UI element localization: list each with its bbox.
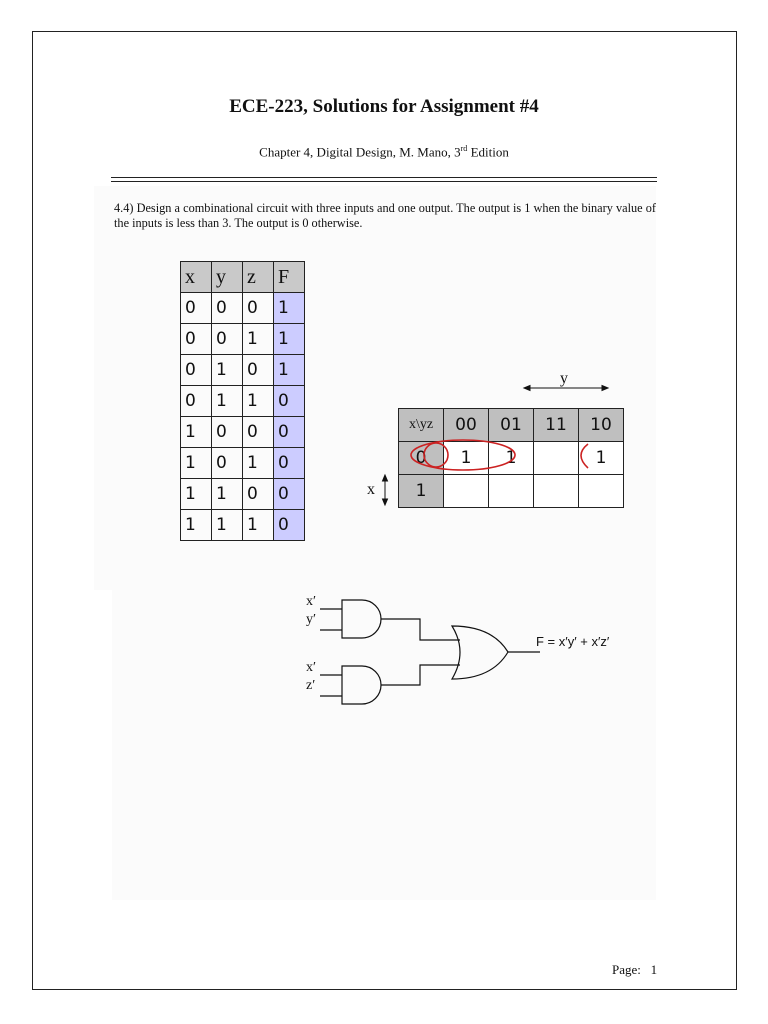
truth-table-cell: 1: [181, 448, 212, 479]
kmap-row-label: 0: [399, 442, 444, 475]
truth-table-cell: 1: [181, 417, 212, 448]
kmap-group-circle: [424, 443, 448, 467]
kmap-y-label: y: [560, 370, 568, 387]
truth-table-cell: 0: [181, 355, 212, 386]
truth-table-cell: 1: [212, 386, 243, 417]
truth-table-cell: 0: [212, 293, 243, 324]
truth-table-cell: 1: [212, 355, 243, 386]
truth-table-header: y: [212, 262, 243, 293]
truth-table-header: F: [274, 262, 305, 293]
kmap-group-circles: [411, 440, 588, 470]
truth-table-cell: 0: [243, 355, 274, 386]
or-gate: [452, 626, 508, 679]
truth-table-cell: 0: [212, 448, 243, 479]
truth-table-cell: 0: [181, 324, 212, 355]
truth-table-cell: 0: [212, 324, 243, 355]
subtitle-superscript: rd: [460, 144, 468, 153]
subtitle-edition: Edition: [467, 144, 509, 160]
truth-table-output-cell: 0: [274, 510, 305, 541]
subtitle-text: Chapter 4, Digital Design, M. Mano, 3: [259, 144, 461, 160]
and1-input-label: x′: [306, 594, 317, 609]
kmap-column-header: 00: [444, 409, 489, 442]
truth-table-output-cell: 1: [274, 324, 305, 355]
truth-table-output-cell: 0: [274, 448, 305, 479]
truth-table-header: z: [243, 262, 274, 293]
and-gate-1: [342, 600, 381, 638]
truth-table-cell: 0: [243, 293, 274, 324]
truth-table-cell: 1: [243, 324, 274, 355]
truth-table-cell: 1: [243, 386, 274, 417]
kmap-row-label: 1: [399, 475, 444, 508]
truth-table-cell: 1: [243, 510, 274, 541]
kmap-wrap-group: [581, 444, 588, 468]
truth-table-output-cell: 1: [274, 293, 305, 324]
truth-table-cell: 1: [212, 479, 243, 510]
kmap-column-header: 10: [579, 409, 624, 442]
kmap-cell: 1: [444, 442, 489, 475]
truth-table-output-cell: 0: [274, 386, 305, 417]
kmap-cell: 1: [489, 442, 534, 475]
truth-table-header: x: [181, 262, 212, 293]
page-number: [612, 962, 657, 978]
truth-table-output-cell: 1: [274, 355, 305, 386]
truth-table-cell: 0: [181, 386, 212, 417]
truth-table-cell: 1: [181, 479, 212, 510]
truth-table-cell: 1: [243, 448, 274, 479]
and2-input-label: x′: [306, 660, 317, 675]
kmap-group-ellipse: [411, 440, 515, 470]
circuit-output-expression: F = x′y′ + x′z′: [536, 634, 610, 649]
kmap-x-arrow: [383, 475, 388, 505]
kmap-y-arrow: [524, 386, 608, 391]
truth-table-cell: 0: [243, 417, 274, 448]
kmap-column-header: 11: [534, 409, 579, 442]
and2-input-label: z′: [306, 678, 316, 693]
truth-table-cell: 0: [243, 479, 274, 510]
truth-table-cell: 0: [181, 293, 212, 324]
truth-table-cell: 0: [212, 417, 243, 448]
kmap-column-header: 01: [489, 409, 534, 442]
and1-input-label: y′: [306, 612, 317, 627]
logic-circuit: [320, 600, 540, 704]
and-gate-2: [342, 666, 381, 704]
kmap-x-label: x: [367, 481, 375, 498]
kmap-cell: 1: [579, 442, 624, 475]
kmap-corner-label: x\yz: [399, 409, 444, 442]
truth-table-output-cell: 0: [274, 417, 305, 448]
problem-statement: 4.4) Design a combinational circuit with three inputs and one output. The output is 1 when the binary value of the inputs is less than 3. The output is 0 otherwise.: [114, 201, 656, 230]
page-title: ECE-223, Solutions for Assignment #4: [229, 96, 539, 117]
truth-table-cell: 1: [212, 510, 243, 541]
page-number-value: 1: [650, 962, 658, 977]
page-label: Page:: [612, 962, 641, 977]
truth-table-output-cell: 0: [274, 479, 305, 510]
truth-table-cell: 1: [181, 510, 212, 541]
